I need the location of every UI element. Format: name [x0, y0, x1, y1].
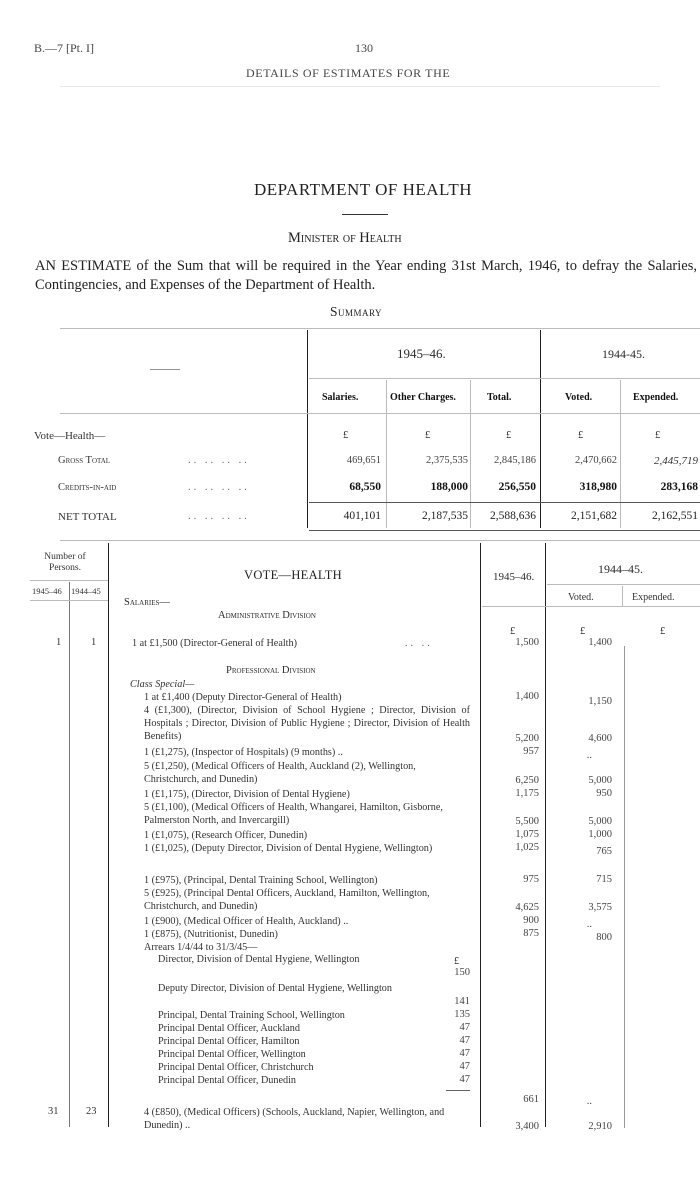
- cell-current: 6,250: [515, 775, 539, 786]
- entry-text-inner: 5 (£925), (Principal Dental Officers, Auckland, Hamilton, Wellington, Christchurch, and Dunedin): [144, 888, 430, 913]
- cell-current: 5,200: [515, 733, 539, 744]
- cell-current: 4,625: [515, 902, 539, 913]
- arrears-total: 661: [523, 1094, 539, 1105]
- cell-current: 5,500: [515, 816, 539, 827]
- arrears-item-amount: 135: [454, 1009, 470, 1020]
- summary-year-current: 1945–46.: [397, 346, 446, 361]
- entry-text: 1 (£1,075), (Research Officer, Dunedin): [144, 830, 308, 841]
- cell-current: 1,175: [515, 788, 539, 799]
- arrears-currency: £: [454, 956, 460, 967]
- cell-expended: 2,445,719: [654, 455, 698, 467]
- cell-voted: 715: [596, 874, 612, 885]
- cell-voted: 2,151,682: [571, 510, 617, 522]
- col-previous: 1944–45.: [598, 562, 643, 576]
- persons-year-b: 1944–45: [71, 586, 101, 596]
- entry-text-inner: 4 (£850), (Medical Officers) (Schools, Auckland, Napier, Wellington, and Dunedin) ..: [144, 1107, 445, 1132]
- arrears-item-text: Principal Dental Officer, Christchurch: [158, 1062, 314, 1073]
- estimate-text: AN ESTIMATE of the Sum that will be required in the Year ending 31st March, 1946, to defray the Salaries, Contingencies, and Expenses of the Department of Health.: [35, 258, 697, 293]
- cell-voted: 800: [596, 932, 612, 943]
- cell-voted: 950: [596, 788, 612, 799]
- cell-current: 1,400: [515, 691, 539, 702]
- persons-current: 1: [56, 637, 62, 648]
- arrears-item-text: Principal Dental Officer, Wellington: [158, 1049, 306, 1060]
- persons-year-a: 1945–46: [32, 586, 62, 596]
- row-label: Credits-in-aid: [58, 482, 117, 493]
- entry-text: 1 (£975), (Principal, Dental Training School, Wellington): [144, 875, 378, 886]
- summary-year-previous: 1944-45.: [602, 347, 645, 361]
- arrears-item-text-inner: Deputy Director, Division of Dental Hygiene, Wellington: [158, 983, 392, 994]
- department-title: DEPARTMENT OF HEALTH: [254, 180, 473, 199]
- cell-voted: 765: [596, 846, 612, 857]
- entry-text: [144, 760, 470, 786]
- cell-other: 188,000: [430, 481, 468, 493]
- currency-total: £: [506, 430, 512, 441]
- summary-dash: ———: [150, 364, 180, 375]
- admin-division-heading: Administrative Division: [218, 610, 316, 621]
- entry-text-inner: 5 (£1,100), (Medical Officers of Health, Whangarei, Hamilton, Gisborne, Palmerston North, and Invercargill): [144, 802, 443, 827]
- col-salaries: Salaries.: [322, 392, 359, 403]
- cell-voted: 5,000: [588, 775, 612, 786]
- entry-text: [144, 887, 470, 913]
- cell-voted: 5,000: [588, 816, 612, 827]
- col-voted: Voted.: [568, 592, 594, 603]
- cell-voted: ..: [586, 919, 592, 930]
- entry-text: 1 (£900), (Medical Officer of Health, Auckland) ..: [144, 916, 349, 927]
- col-voted: Voted.: [565, 392, 593, 403]
- currency-current: £: [510, 626, 516, 637]
- arrears-item-text: [158, 982, 450, 995]
- arrears-item-amount: 47: [459, 1035, 470, 1046]
- cell-salaries: 401,101: [343, 510, 381, 522]
- col-expended: Expended.: [633, 392, 679, 403]
- cell-expended: 2,162,551: [652, 510, 698, 522]
- cell-voted: 1,150: [588, 696, 612, 707]
- arrears-item-text-inner: Director, Division of Dental Hygiene, Wellington: [158, 954, 360, 965]
- entry-text: [144, 1106, 470, 1132]
- cell-total: 2,845,186: [494, 455, 536, 466]
- cell-voted: 1,000: [588, 829, 612, 840]
- entry-text: [144, 704, 470, 744]
- minister-heading: Minister of Health: [288, 230, 402, 246]
- estimate-paragraph: [35, 257, 697, 295]
- col-expended: Expended.: [632, 592, 675, 603]
- arrears-item-amount: 47: [459, 1048, 470, 1059]
- entry-text: 1 (£875), (Nutritionist, Dunedin): [144, 929, 278, 940]
- currency-salaries: £: [343, 430, 349, 441]
- page-number: 130: [355, 41, 373, 55]
- cell-current: 1,025: [515, 842, 539, 853]
- cell-salaries: 469,651: [346, 455, 381, 466]
- summary-heading: Summary: [330, 304, 383, 319]
- cell-expended: 283,168: [660, 481, 698, 493]
- entry-text-inner: 4 (£1,300), (Director, Division of School Hygiene ; Director, Division of Hospitals ; Director, Division of Public Hygiene ; Director, Division of Health Benefits): [144, 705, 470, 743]
- entry-text: [144, 842, 470, 855]
- cell-voted: 3,575: [588, 902, 612, 913]
- cell-current: 957: [523, 746, 539, 757]
- entry-text: 1 (£1,175), (Director, Division of Dental Hygiene): [144, 789, 350, 800]
- row-label: NET TOTAL: [58, 511, 117, 523]
- vote-health-label: Vote—Health—: [34, 430, 106, 442]
- arrears-item-text: Principal Dental Officer, Dunedin: [158, 1075, 297, 1086]
- cell-salaries: 68,550: [349, 481, 381, 493]
- currency-voted: £: [580, 626, 586, 637]
- cell-voted: ..: [586, 750, 592, 761]
- cell-current: 1,075: [515, 829, 539, 840]
- arrears-item-text: [158, 953, 454, 966]
- class-special-label: Class Special—: [130, 679, 195, 690]
- professional-division-heading: Professional Division: [226, 665, 316, 676]
- arrears-item-amount: 150: [454, 967, 470, 978]
- entry-text: [144, 801, 470, 827]
- title-rule: [342, 214, 388, 215]
- persons-previous: 1: [91, 637, 97, 648]
- arrears-item-text: Principal Dental Officer, Auckland: [158, 1023, 300, 1034]
- cell-current: 900: [523, 915, 539, 926]
- cell-voted: 2,470,662: [575, 455, 617, 466]
- col-total: Total.: [487, 392, 512, 403]
- row-label: Gross Total: [58, 455, 111, 466]
- entry-text: 1 at £1,400 (Deputy Director-General of Health): [144, 692, 342, 703]
- arrears-item-text: Principal, Dental Training School, Wellington: [158, 1010, 345, 1021]
- cell-voted: 2,910: [588, 1121, 612, 1132]
- cell-current: 3,400: [515, 1121, 539, 1132]
- entry-text-inner: 5 (£1,250), (Medical Officers of Health, Auckland (2), Wellington, Christchurch, and Dunedin): [144, 761, 416, 786]
- entry-text: 1 at £1,500 (Director-General of Health): [132, 638, 297, 649]
- arrears-item-amount: 47: [459, 1061, 470, 1072]
- col-other-charges: Other Charges.: [390, 392, 456, 403]
- arrears-total-voted: ..: [586, 1096, 592, 1107]
- cell-total: 2,588,636: [490, 510, 536, 522]
- entry-text: 1 (£1,275), (Inspector of Hospitals) (9 months) ..: [144, 747, 343, 758]
- cell-other: 2,375,535: [426, 455, 468, 466]
- entry-text-inner: 1 (£1,025), (Deputy Director, Division of Dental Hygiene, Wellington): [144, 843, 433, 854]
- number-of-persons-text: Number of Persons.: [44, 552, 86, 573]
- currency-voted: £: [578, 430, 584, 441]
- number-of-persons: [40, 552, 90, 574]
- arrears-item-amount: 47: [459, 1074, 470, 1085]
- cell-voted: 4,600: [588, 733, 612, 744]
- cell-other: 2,187,535: [422, 510, 468, 522]
- arrears-item-text: Principal Dental Officer, Hamilton: [158, 1036, 300, 1047]
- cell-current: 1,500: [515, 637, 539, 648]
- currency-other: £: [425, 430, 431, 441]
- cell-current: 875: [523, 928, 539, 939]
- cell-current: 975: [523, 874, 539, 885]
- running-title: DETAILS OF ESTIMATES FOR THE: [246, 66, 451, 80]
- persons-current: 31: [48, 1106, 59, 1117]
- arrears-item-amount: 47: [459, 1022, 470, 1033]
- salaries-label: Salaries—: [124, 597, 170, 608]
- persons-previous: 23: [86, 1106, 97, 1117]
- cell-voted: 1,400: [588, 637, 612, 648]
- arrears-item-amount: 141: [454, 996, 470, 1007]
- cell-voted: 318,980: [579, 481, 617, 493]
- arrears-label: Arrears 1/4/44 to 31/3/45—: [144, 942, 258, 953]
- vote-title: VOTE—HEALTH: [244, 568, 342, 582]
- page-reference: B.—7 [Pt. I]: [34, 41, 94, 55]
- col-current: 1945–46.: [493, 571, 535, 583]
- currency-expended: £: [655, 430, 661, 441]
- cell-total: 256,550: [498, 481, 536, 493]
- currency-expended: £: [660, 626, 666, 637]
